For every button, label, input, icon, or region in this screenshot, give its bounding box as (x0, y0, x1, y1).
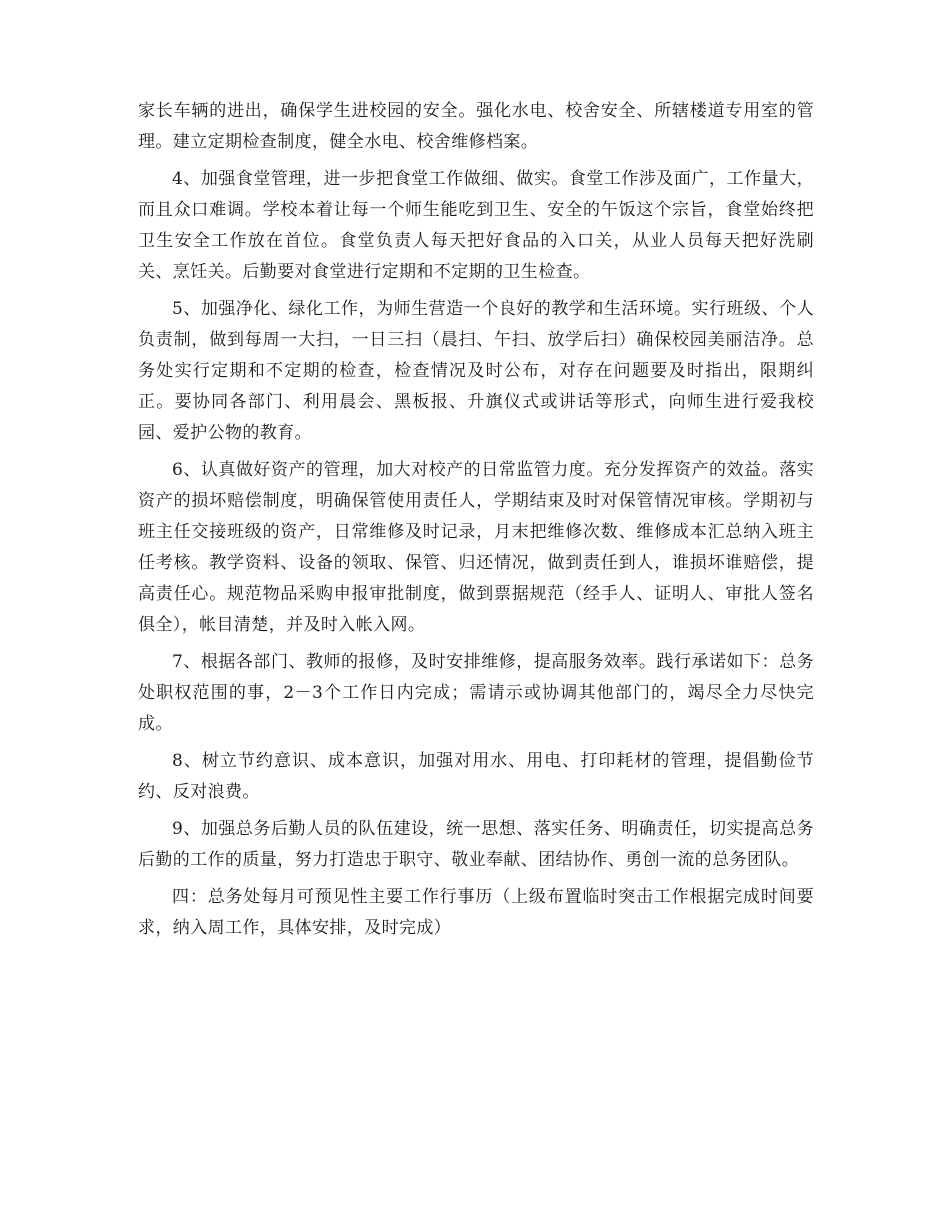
paragraph-7: 9、加强总务后勤人员的队伍建设，统一思想、落实任务、明确责任，切实提高总务后勤的工作的质量，努力打造忠于职守、敬业奉献、团结协作、勇创一流的总务团队。 (138, 819, 814, 870)
paragraph-2: 4、加强食堂管理，进一步把食堂工作做细、做实。食堂工作涉及面广，工作量大，而且众口难调。学校本着让每一个师生能吃到卫生、安全的午饭这个宗旨，食堂始终把卫生安全工作放在首位。食堂负责人每天把好食品的入口关，从业人员每天把好洗刷关、烹饪关。后勤要对食堂进行定期和不定期的卫生检查。 (138, 169, 814, 282)
paragraph-4: 6、认真做好资产的管理，加大对校产的日常监管力度。充分发挥资产的效益。落实资产的损坏赔偿制度，明确保管使用责任人，学期结束及时对保管情况审核。学期初与班主任交接班级的资产，日常维修及时记录，月末把维修次数、维修成本汇总纳入班主任考核。教学资料、设备的领取、保管、归还情况，做到责任到人，谁损坏谁赔偿，提高责任心。规范物品采购申报审批制度，做到票据规范（经手人、证明人、审批人签名俱全），帐目清楚，并及时入帐入网。 (138, 460, 814, 635)
paragraph-3: 5、加强净化、绿化工作，为师生营造一个良好的教学和生活环境。实行班级、个人负责制，做到每周一大扫，一日三扫（晨扫、午扫、放学后扫）确保校园美丽洁净。总务处实行定期和不定期的检查，检查情况及时公布，对存在问题要及时指出，限期纠正。要协同各部门、利用晨会、黑板报、升旗仪式或讲话等形式，向师生进行爱我校园、爱护公物的教育。 (138, 299, 814, 443)
paragraph-8: 四：总务处每月可预见性主要工作行事历（上级布置临时突击工作根据完成时间要求，纳入周工作，具体安排，及时完成） (138, 887, 814, 938)
paragraph-6: 8、树立节约意识、成本意识，加强对用水、用电、打印耗材的管理，提倡勤俭节约、反对浪费。 (138, 751, 814, 802)
paragraph-1: 家长车辆的进出，确保学生进校园的安全。强化水电、校舍安全、所辖楼道专用室的管理。建立定期检查制度，健全水电、校舍维修档案。 (138, 101, 814, 152)
document-body (138, 96, 814, 950)
paragraph-5: 7、根据各部门、教师的报修，及时安排维修，提高服务效率。践行承诺如下：总务处职权范围的事，2－3个工作日内完成；需请示或协调其他部门的，竭尽全力尽快完成。 (138, 652, 814, 734)
